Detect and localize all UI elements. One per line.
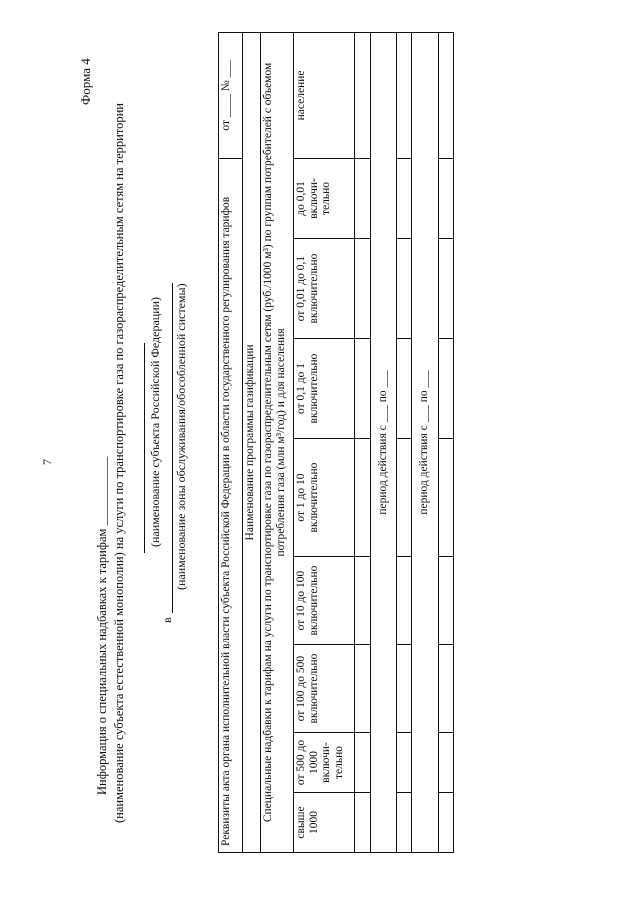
table-cell [355, 793, 370, 853]
in-prefix: в [160, 617, 174, 623]
subject-caption: (наименование субъекта Российской Федерации) [148, 296, 162, 547]
table-cell [438, 557, 453, 645]
program-header: Наименование программы газификации [243, 32, 261, 852]
table-cell [396, 239, 411, 339]
column-header: свыше 1000 [293, 793, 354, 853]
table-cell [438, 158, 453, 238]
column-header: от 0,1 до 1 включительно [293, 339, 354, 439]
table-cell [396, 793, 411, 853]
column-header: от 10 до 100 включительно [293, 557, 354, 645]
table-cell [355, 439, 370, 557]
table-cell [438, 339, 453, 439]
column-header: население [293, 32, 354, 158]
page-number: 7 [40, 459, 54, 465]
table-cell [355, 557, 370, 645]
requisites-header: Реквизиты акта органа исполнительной власти субъекта Российской Федерации в области государственного регулирования тарифов [219, 158, 243, 852]
column-header: от 0,01 до 0,1 включительно [293, 239, 354, 339]
surcharge-table [218, 32, 454, 853]
column-header: от 100 до 500 включительно [293, 645, 354, 733]
column-header: от 500 до 1000 включи-тельно [293, 733, 354, 793]
table-cell [438, 793, 453, 853]
form-label: Форма 4 [78, 58, 93, 105]
table-cell [355, 645, 370, 733]
period-row: период действия с ___ по ___ [412, 32, 438, 852]
table-cell [355, 339, 370, 439]
column-header: до 0,01 включи-тельно [293, 158, 354, 238]
table-cell [355, 32, 370, 158]
subject-underline [144, 343, 145, 553]
zone-underline [172, 283, 173, 613]
title-line-2: (наименование субъекта естественной монополии) на услуги по транспортировке газа по газораспределительным сетям на территории [112, 103, 126, 823]
table-cell [355, 158, 370, 238]
table-cell [438, 439, 453, 557]
table-cell [438, 645, 453, 733]
table-cell [396, 645, 411, 733]
title-line-1: Информация о специальных надбавках к тарифам ___________ [95, 456, 109, 795]
table-cell [396, 557, 411, 645]
table-cell [396, 439, 411, 557]
table-cell [438, 239, 453, 339]
table-cell [396, 733, 411, 793]
period-row: период действия с ___ по ___ [370, 32, 396, 852]
date-number-header: от ____ № ___ [219, 32, 243, 158]
table-cell [396, 158, 411, 238]
column-header: от 1 до 10 включительно [293, 439, 354, 557]
zone-caption: (наименование зоны обслуживания/обособленной системы) [174, 283, 188, 590]
table-cell [355, 239, 370, 339]
table-cell [438, 32, 453, 158]
surcharge-header: Специальные надбавки к тарифам на услуги по транспортировке газа по газораспределительным сетям (руб./1000 м³) по группам потребителей с объемом потребления газа (млн м³/год) и для населения [260, 32, 293, 852]
table-cell [396, 339, 411, 439]
table-cell [355, 733, 370, 793]
table-cell [438, 733, 453, 793]
table-cell [396, 32, 411, 158]
